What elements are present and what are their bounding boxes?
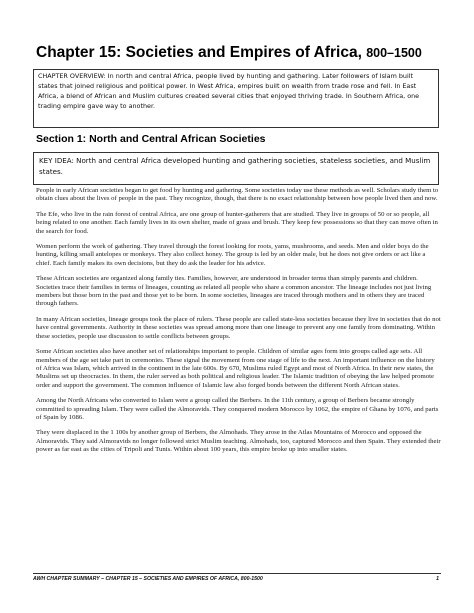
key-idea-box — [33, 152, 439, 185]
key-idea-text: KEY IDEA: North and central Africa developed hunting and gathering societies, stateless societies, and Muslim states. — [39, 156, 431, 176]
chapter-title-range: 800–1500 — [366, 46, 422, 60]
chapter-overview-text: CHAPTER OVERVIEW: In north and central Africa, people lived by hunting and gathering. Later followers of Islam built states that joined religious and political power. In West Africa, empires built on wealth from trade rose and fell. In East Africa, a blend of African and Muslim cultures created several cities that enjoyed thriving trade. In Southern Africa, one trading empire gave way to another. — [38, 72, 420, 110]
section-heading: Section 1: North and Central African Societies — [36, 133, 266, 145]
paragraph: Women perform the work of gathering. They travel through the forest looking for roots, yams, mushrooms, and seeds. Men and older boys do the hunting, killing small antelopes or monkeys. They also collect honey. The group is led by an older male, but he does not give orders or act like a chief. Each family makes its own decisions, but they do ask the leader for his advice. — [36, 243, 429, 267]
paragraph: In many African societies, lineage groups took the place of rulers. These people are called state-less societies because they live in societies that do not have central governments. Authority in these societies was spread among more than one lineage to prevent any one family from dominating. Within these societies, people use discussion to settle conflicts between groups. — [36, 315, 441, 340]
chapter-title — [36, 44, 446, 62]
paragraph: People in early African societies began to get food by hunting and gathering. Some societies today use these methods as well. Scholars study them to obtain clues about the lives of people in the past. They recognize, though, that there is no exact relationship between how people lived then and now. — [36, 187, 439, 203]
body-text — [36, 187, 441, 462]
chapter-overview-box — [33, 69, 439, 128]
page-number: 1 — [436, 576, 439, 582]
paragraph: Among the North Africans who converted to Islam were a group called the Berbers. In the 11th century, a group of Berbers became strongly committed to spreading Islam. They were called the Almoravids. They conquered modern Morocco by 1062, the empire of Ghana by 1076, and parts of Spain by 1086. — [36, 397, 439, 421]
page-footer — [33, 573, 441, 582]
footer-text: AWH CHAPTER SUMMARY – CHAPTER 15 – SOCIETIES AND EMPIRES OF AFRICA, 800-1500 — [33, 576, 263, 582]
paragraph: The Efe, who live in the rain forest of central Africa, are one group of hunter-gatherers that are studied. They live in groups of 50 or so people, all being related to one another. Each family lives in its own shelter, made of grass and brush. They keep few possessions so that they can move often in the search for food. — [36, 210, 438, 235]
chapter-title-main: Chapter 15: Societies and Empires of Africa, — [36, 44, 362, 61]
paragraph: Some African societies also have another set of relationships important to people. Children of similar ages form into groups called age sets. All members of the age set take part in ceremonies. These signal the movement from one stage of life to the next. An important influence on the history of Africa was Islam, which arrived in the continent in the late 600s. By 670, Muslims ruled Egypt and most of North Africa. In their new states, the Muslims set up theocracies. In them, the ruler served as both political and religious leader. The Islamic tradition of obeying the law helped promote order and support the government. The common influence of Islamic law also forged bonds between the different North African states. — [36, 348, 435, 389]
paragraph: They were displaced in the 1 100s by another group of Berbers, the Almohads. They arose in the Atlas Mountains of Morocco and opposed the Almoravids. They said Almoravids no longer followed strict Muslim teaching. Almohads, too, captured Morocco and then Spain. They extended their power as far east as the cities of Tripoli and Tunis. Within about 100 years, this empire broke up into smaller states. — [36, 429, 441, 454]
paragraph: These African societies are organized along family ties. Families, however, are understood in broader terms than simply parents and children. Societies trace their families in terms of lineages, counting as related all people who share a common ancestor. The lineage includes not just living members but those born in the past and those yet to be born. In some societies, lineages are traced through mothers and in others they are traced through fathers. — [36, 275, 432, 308]
